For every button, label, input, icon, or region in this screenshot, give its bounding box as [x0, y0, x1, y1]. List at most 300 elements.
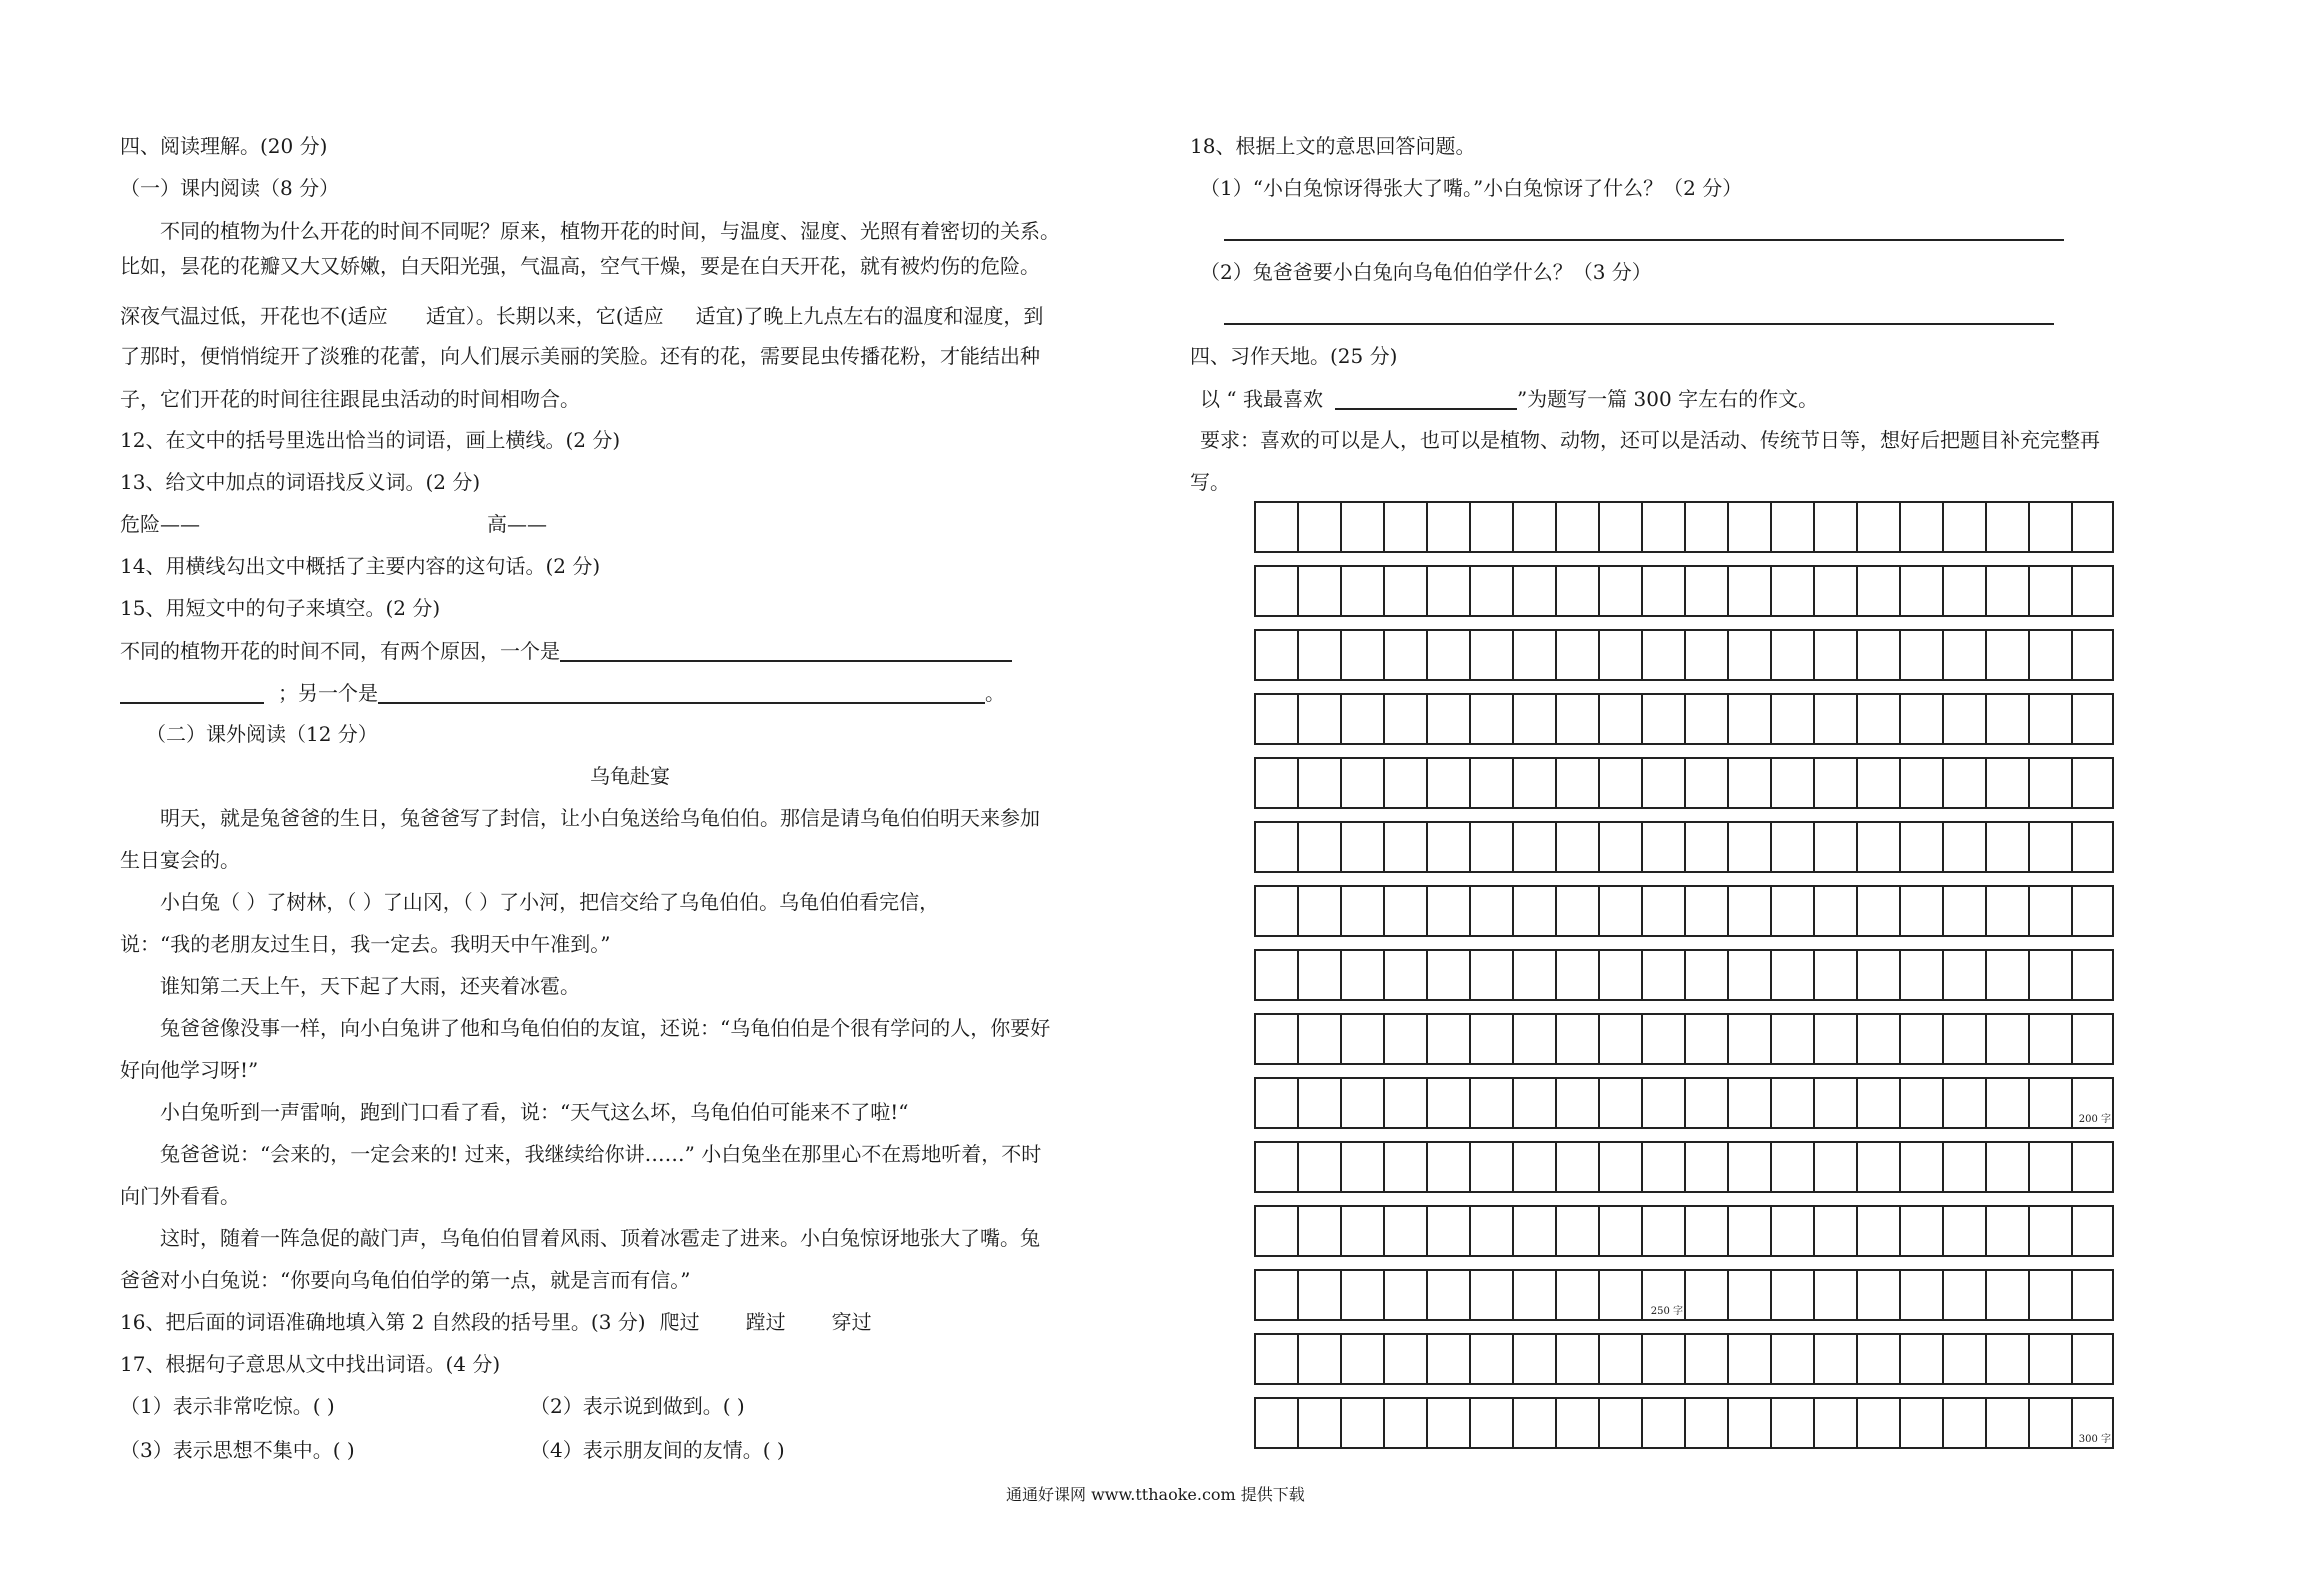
- grid-cell[interactable]: [1426, 1143, 1469, 1191]
- grid-cell[interactable]: [1813, 887, 1856, 935]
- answer-line[interactable]: [1224, 239, 2064, 241]
- grid-cell[interactable]: [1899, 1271, 1942, 1319]
- grid-cell[interactable]: [1426, 695, 1469, 743]
- grid-cell[interactable]: [1684, 695, 1727, 743]
- grid-cell[interactable]: [1899, 631, 1942, 679]
- grid-cell[interactable]: [1727, 567, 1770, 615]
- grid-cell[interactable]: [2028, 1335, 2071, 1383]
- grid-cell[interactable]: [1770, 951, 1813, 999]
- grid-cell[interactable]: [1297, 1271, 1340, 1319]
- grid-cell[interactable]: [1727, 503, 1770, 551]
- grid-cell[interactable]: [1469, 1143, 1512, 1191]
- grid-cell[interactable]: [1942, 1207, 1985, 1255]
- grid-cell[interactable]: [1340, 1143, 1383, 1191]
- grid-cell[interactable]: [1598, 695, 1641, 743]
- grid-cell[interactable]: [1340, 951, 1383, 999]
- grid-cell[interactable]: [1985, 567, 2028, 615]
- grid-cell[interactable]: [2028, 1399, 2071, 1447]
- grid-cell[interactable]: [2071, 1143, 2114, 1191]
- grid-cell[interactable]: [1340, 1015, 1383, 1063]
- answer-blank[interactable]: [378, 682, 985, 704]
- grid-cell[interactable]: [1684, 951, 1727, 999]
- grid-cell[interactable]: [1254, 631, 1297, 679]
- grid-cell[interactable]: [2028, 631, 2071, 679]
- grid-cell[interactable]: [1383, 1207, 1426, 1255]
- grid-cell[interactable]: [1426, 951, 1469, 999]
- grid-cell[interactable]: [1727, 1079, 1770, 1127]
- grid-cell[interactable]: [1383, 759, 1426, 807]
- grid-cell[interactable]: [1942, 695, 1985, 743]
- grid-cell[interactable]: [1684, 1335, 1727, 1383]
- grid-cell[interactable]: [1813, 1079, 1856, 1127]
- grid-cell[interactable]: [1641, 1079, 1684, 1127]
- grid-cell[interactable]: [1297, 759, 1340, 807]
- grid-cell[interactable]: [1555, 759, 1598, 807]
- grid-cell[interactable]: [1684, 1015, 1727, 1063]
- grid-cell[interactable]: [1254, 503, 1297, 551]
- grid-cell[interactable]: [1727, 759, 1770, 807]
- grid-cell[interactable]: [1813, 1335, 1856, 1383]
- grid-cell[interactable]: [1770, 823, 1813, 871]
- grid-cell[interactable]: [1727, 1207, 1770, 1255]
- grid-cell[interactable]: [1899, 695, 1942, 743]
- grid-cell[interactable]: [1899, 1207, 1942, 1255]
- grid-cell[interactable]: [1985, 695, 2028, 743]
- grid-cell[interactable]: [1383, 503, 1426, 551]
- grid-cell[interactable]: [1512, 951, 1555, 999]
- grid-cell[interactable]: [1942, 823, 1985, 871]
- grid-cell[interactable]: [1254, 951, 1297, 999]
- grid-cell[interactable]: [1942, 1143, 1985, 1191]
- grid-cell[interactable]: [1512, 503, 1555, 551]
- grid-cell[interactable]: [1684, 759, 1727, 807]
- grid-cell[interactable]: [1426, 1271, 1469, 1319]
- grid-cell[interactable]: [1684, 567, 1727, 615]
- grid-cell[interactable]: [1813, 951, 1856, 999]
- grid-cell[interactable]: [1985, 631, 2028, 679]
- grid-cell[interactable]: [1598, 1271, 1641, 1319]
- grid-cell[interactable]: [1985, 1015, 2028, 1063]
- grid-cell[interactable]: [1856, 631, 1899, 679]
- grid-cell[interactable]: [1598, 1399, 1641, 1447]
- grid-cell[interactable]: [1297, 567, 1340, 615]
- grid-cell[interactable]: [1856, 1399, 1899, 1447]
- grid-cell[interactable]: [1555, 887, 1598, 935]
- grid-cell[interactable]: [1555, 1079, 1598, 1127]
- grid-cell[interactable]: [1641, 631, 1684, 679]
- grid-cell[interactable]: [1856, 759, 1899, 807]
- grid-cell[interactable]: [1555, 1015, 1598, 1063]
- grid-cell[interactable]: [1641, 1399, 1684, 1447]
- grid-cell[interactable]: [1856, 823, 1899, 871]
- grid-cell[interactable]: [1555, 567, 1598, 615]
- grid-cell[interactable]: [1469, 1015, 1512, 1063]
- grid-cell[interactable]: [1555, 631, 1598, 679]
- grid-cell[interactable]: [1598, 1335, 1641, 1383]
- grid-cell[interactable]: [1469, 1079, 1512, 1127]
- grid-cell[interactable]: [1770, 1079, 1813, 1127]
- grid-cell[interactable]: [1254, 567, 1297, 615]
- grid-cell[interactable]: [1340, 823, 1383, 871]
- grid-cell[interactable]: [1727, 631, 1770, 679]
- grid-cell[interactable]: [1985, 1143, 2028, 1191]
- grid-cell[interactable]: [2071, 887, 2114, 935]
- grid-cell[interactable]: [1254, 759, 1297, 807]
- grid-cell[interactable]: [1985, 1399, 2028, 1447]
- grid-cell[interactable]: [1856, 1271, 1899, 1319]
- grid-cell[interactable]: [1297, 503, 1340, 551]
- grid-cell[interactable]: [2028, 1143, 2071, 1191]
- grid-cell[interactable]: [1813, 1015, 1856, 1063]
- grid-cell[interactable]: [1426, 567, 1469, 615]
- grid-cell[interactable]: [1426, 1015, 1469, 1063]
- grid-cell[interactable]: [1512, 695, 1555, 743]
- grid-cell[interactable]: [1254, 823, 1297, 871]
- grid-cell[interactable]: [1770, 1207, 1813, 1255]
- grid-cell[interactable]: [1297, 1207, 1340, 1255]
- grid-cell[interactable]: [1813, 567, 1856, 615]
- grid-cell[interactable]: [1254, 887, 1297, 935]
- grid-cell[interactable]: [1254, 1271, 1297, 1319]
- grid-cell[interactable]: [1598, 503, 1641, 551]
- grid-cell[interactable]: [1942, 887, 1985, 935]
- grid-cell[interactable]: [1383, 1271, 1426, 1319]
- grid-cell[interactable]: [2071, 823, 2114, 871]
- grid-cell[interactable]: [1770, 1015, 1813, 1063]
- grid-cell[interactable]: [1985, 503, 2028, 551]
- grid-cell[interactable]: [2028, 1271, 2071, 1319]
- grid-cell[interactable]: [1641, 887, 1684, 935]
- answer-blank[interactable]: [120, 682, 264, 704]
- grid-cell[interactable]: [2071, 695, 2114, 743]
- grid-cell[interactable]: [1942, 1015, 1985, 1063]
- grid-cell[interactable]: [1770, 1271, 1813, 1319]
- grid-cell[interactable]: [1297, 1143, 1340, 1191]
- grid-cell[interactable]: [1512, 887, 1555, 935]
- grid-cell[interactable]: [1254, 695, 1297, 743]
- grid-cell[interactable]: [1254, 1335, 1297, 1383]
- grid-cell[interactable]: [1555, 1143, 1598, 1191]
- grid-cell[interactable]: [1297, 1335, 1340, 1383]
- grid-cell[interactable]: [1641, 567, 1684, 615]
- grid-cell[interactable]: [1942, 951, 1985, 999]
- grid-cell[interactable]: [1598, 631, 1641, 679]
- grid-cell[interactable]: [1297, 823, 1340, 871]
- grid-cell[interactable]: [1598, 1143, 1641, 1191]
- grid-cell[interactable]: [1297, 1079, 1340, 1127]
- grid-cell[interactable]: [1942, 631, 1985, 679]
- grid-cell[interactable]: [1340, 631, 1383, 679]
- grid-cell[interactable]: [1426, 1335, 1469, 1383]
- grid-cell[interactable]: [1813, 695, 1856, 743]
- grid-cell[interactable]: [1899, 1079, 1942, 1127]
- grid-cell[interactable]: [2028, 1079, 2071, 1127]
- grid-cell[interactable]: [1727, 695, 1770, 743]
- grid-cell[interactable]: [1598, 1207, 1641, 1255]
- grid-cell[interactable]: [1770, 1143, 1813, 1191]
- grid-cell[interactable]: [1555, 823, 1598, 871]
- grid-cell[interactable]: [2071, 1207, 2114, 1255]
- grid-cell[interactable]: [1469, 951, 1512, 999]
- grid-cell[interactable]: [1383, 823, 1426, 871]
- grid-cell[interactable]: [1469, 567, 1512, 615]
- grid-cell[interactable]: [1942, 759, 1985, 807]
- grid-cell[interactable]: [1813, 631, 1856, 679]
- grid-cell[interactable]: [1684, 1143, 1727, 1191]
- grid-cell[interactable]: [1297, 951, 1340, 999]
- grid-cell[interactable]: [1985, 887, 2028, 935]
- grid-cell[interactable]: [1512, 567, 1555, 615]
- grid-cell[interactable]: [2028, 823, 2071, 871]
- grid-cell[interactable]: [1512, 1335, 1555, 1383]
- grid-cell[interactable]: [1684, 631, 1727, 679]
- grid-cell[interactable]: [1856, 1207, 1899, 1255]
- grid-cell[interactable]: [1383, 1399, 1426, 1447]
- grid-cell[interactable]: [1383, 1335, 1426, 1383]
- composition-grid[interactable]: [1254, 501, 2114, 1461]
- grid-cell[interactable]: [1641, 823, 1684, 871]
- grid-cell[interactable]: [1985, 1335, 2028, 1383]
- grid-cell[interactable]: [1469, 887, 1512, 935]
- grid-cell[interactable]: [2071, 567, 2114, 615]
- grid-cell[interactable]: [1684, 823, 1727, 871]
- grid-cell[interactable]: [1770, 1399, 1813, 1447]
- grid-cell[interactable]: [1727, 951, 1770, 999]
- grid-cell[interactable]: [1985, 1271, 2028, 1319]
- grid-cell[interactable]: [2071, 1079, 2114, 1127]
- grid-cell[interactable]: [2071, 631, 2114, 679]
- grid-cell[interactable]: [1727, 1143, 1770, 1191]
- grid-cell[interactable]: [1641, 1015, 1684, 1063]
- grid-cell[interactable]: [1469, 759, 1512, 807]
- grid-cell[interactable]: [1899, 759, 1942, 807]
- grid-cell[interactable]: [1383, 1079, 1426, 1127]
- grid-cell[interactable]: [1254, 1399, 1297, 1447]
- grid-cell[interactable]: [1641, 695, 1684, 743]
- grid-cell[interactable]: [1340, 1271, 1383, 1319]
- grid-cell[interactable]: [1770, 695, 1813, 743]
- grid-cell[interactable]: [1899, 503, 1942, 551]
- grid-cell[interactable]: [1727, 1271, 1770, 1319]
- grid-cell[interactable]: [1942, 1079, 1985, 1127]
- grid-cell[interactable]: [1512, 1271, 1555, 1319]
- grid-cell[interactable]: [2028, 951, 2071, 999]
- grid-cell[interactable]: [1598, 951, 1641, 999]
- grid-cell[interactable]: [1254, 1015, 1297, 1063]
- grid-cell[interactable]: [1297, 631, 1340, 679]
- grid-cell[interactable]: [1727, 887, 1770, 935]
- grid-cell[interactable]: [2071, 759, 2114, 807]
- grid-cell[interactable]: [1641, 1143, 1684, 1191]
- title-blank[interactable]: [1335, 388, 1517, 410]
- grid-cell[interactable]: [1297, 1015, 1340, 1063]
- grid-cell[interactable]: [1340, 1335, 1383, 1383]
- grid-cell[interactable]: [2028, 695, 2071, 743]
- grid-cell[interactable]: [1469, 823, 1512, 871]
- grid-cell[interactable]: [1856, 567, 1899, 615]
- grid-cell[interactable]: [2028, 1207, 2071, 1255]
- grid-cell[interactable]: [1641, 1207, 1684, 1255]
- grid-cell[interactable]: [1727, 1335, 1770, 1383]
- grid-cell[interactable]: [1297, 695, 1340, 743]
- grid-cell[interactable]: [1684, 887, 1727, 935]
- grid-cell[interactable]: [1942, 1399, 1985, 1447]
- grid-cell[interactable]: [1254, 1207, 1297, 1255]
- grid-cell[interactable]: [1512, 1207, 1555, 1255]
- grid-cell[interactable]: [1340, 887, 1383, 935]
- grid-cell[interactable]: [1641, 1271, 1684, 1319]
- grid-cell[interactable]: [1555, 1207, 1598, 1255]
- grid-cell[interactable]: [2028, 503, 2071, 551]
- grid-cell[interactable]: [1899, 567, 1942, 615]
- grid-cell[interactable]: [1770, 1335, 1813, 1383]
- grid-cell[interactable]: [1856, 503, 1899, 551]
- grid-cell[interactable]: [1340, 1079, 1383, 1127]
- grid-cell[interactable]: [1899, 823, 1942, 871]
- grid-cell[interactable]: [1555, 695, 1598, 743]
- grid-cell[interactable]: [1254, 1143, 1297, 1191]
- grid-cell[interactable]: [1555, 951, 1598, 999]
- grid-cell[interactable]: [1813, 1207, 1856, 1255]
- answer-blank[interactable]: [560, 640, 1012, 662]
- grid-cell[interactable]: [1899, 1399, 1942, 1447]
- grid-cell[interactable]: [1985, 951, 2028, 999]
- grid-cell[interactable]: [2028, 759, 2071, 807]
- grid-cell[interactable]: [1856, 1335, 1899, 1383]
- grid-cell[interactable]: [1856, 951, 1899, 999]
- grid-cell[interactable]: [1383, 1015, 1426, 1063]
- grid-cell[interactable]: [1512, 823, 1555, 871]
- grid-cell[interactable]: [2071, 1335, 2114, 1383]
- grid-cell[interactable]: [1469, 1207, 1512, 1255]
- grid-cell[interactable]: [1770, 631, 1813, 679]
- grid-cell[interactable]: [2071, 1271, 2114, 1319]
- grid-cell[interactable]: [1469, 503, 1512, 551]
- grid-cell[interactable]: [1813, 823, 1856, 871]
- grid-cell[interactable]: [1426, 823, 1469, 871]
- grid-cell[interactable]: [1770, 759, 1813, 807]
- grid-cell[interactable]: [1340, 503, 1383, 551]
- grid-cell[interactable]: [1512, 759, 1555, 807]
- grid-cell[interactable]: [1426, 887, 1469, 935]
- grid-cell[interactable]: [1856, 1015, 1899, 1063]
- grid-cell[interactable]: [1598, 1015, 1641, 1063]
- grid-cell[interactable]: [1598, 1079, 1641, 1127]
- grid-cell[interactable]: [1426, 1207, 1469, 1255]
- grid-cell[interactable]: [2028, 567, 2071, 615]
- grid-cell[interactable]: [1985, 759, 2028, 807]
- grid-cell[interactable]: [1684, 1079, 1727, 1127]
- grid-cell[interactable]: [1899, 887, 1942, 935]
- grid-cell[interactable]: [1856, 1143, 1899, 1191]
- grid-cell[interactable]: [1770, 887, 1813, 935]
- grid-cell[interactable]: [1426, 631, 1469, 679]
- grid-cell[interactable]: [1297, 887, 1340, 935]
- grid-cell[interactable]: [1340, 695, 1383, 743]
- grid-cell[interactable]: [1942, 567, 1985, 615]
- grid-cell[interactable]: [1598, 759, 1641, 807]
- grid-cell[interactable]: [1813, 759, 1856, 807]
- grid-cell[interactable]: [1512, 631, 1555, 679]
- grid-cell[interactable]: [1383, 695, 1426, 743]
- grid-cell[interactable]: [1340, 567, 1383, 615]
- grid-cell[interactable]: [1469, 631, 1512, 679]
- grid-cell[interactable]: [1813, 1143, 1856, 1191]
- grid-cell[interactable]: [1641, 759, 1684, 807]
- grid-cell[interactable]: [1856, 695, 1899, 743]
- grid-cell[interactable]: [1899, 1335, 1942, 1383]
- grid-cell[interactable]: [1383, 567, 1426, 615]
- grid-cell[interactable]: [1641, 503, 1684, 551]
- grid-cell[interactable]: [1770, 567, 1813, 615]
- grid-cell[interactable]: [1426, 503, 1469, 551]
- grid-cell[interactable]: [1942, 503, 1985, 551]
- grid-cell[interactable]: [1555, 1271, 1598, 1319]
- grid-cell[interactable]: [1684, 1399, 1727, 1447]
- grid-cell[interactable]: [1641, 951, 1684, 999]
- grid-cell[interactable]: [1469, 1399, 1512, 1447]
- grid-cell[interactable]: [1512, 1079, 1555, 1127]
- grid-cell[interactable]: [1727, 1015, 1770, 1063]
- grid-cell[interactable]: [1985, 1207, 2028, 1255]
- grid-cell[interactable]: [2071, 1015, 2114, 1063]
- grid-cell[interactable]: [2071, 1399, 2114, 1447]
- grid-cell[interactable]: [1555, 1335, 1598, 1383]
- grid-cell[interactable]: [1469, 1271, 1512, 1319]
- answer-line[interactable]: [1224, 323, 2054, 325]
- grid-cell[interactable]: [2071, 951, 2114, 999]
- grid-cell[interactable]: [1512, 1399, 1555, 1447]
- grid-cell[interactable]: [2028, 1015, 2071, 1063]
- grid-cell[interactable]: [1426, 1399, 1469, 1447]
- grid-cell[interactable]: [1598, 887, 1641, 935]
- grid-cell[interactable]: [1985, 823, 2028, 871]
- grid-cell[interactable]: [1727, 823, 1770, 871]
- grid-cell[interactable]: [1899, 951, 1942, 999]
- grid-cell[interactable]: [1856, 1079, 1899, 1127]
- grid-cell[interactable]: [1727, 1399, 1770, 1447]
- grid-cell[interactable]: [1340, 759, 1383, 807]
- grid-cell[interactable]: [1297, 1399, 1340, 1447]
- grid-cell[interactable]: [1942, 1271, 1985, 1319]
- grid-cell[interactable]: [1813, 503, 1856, 551]
- grid-cell[interactable]: [1856, 887, 1899, 935]
- grid-cell[interactable]: [1899, 1143, 1942, 1191]
- grid-cell[interactable]: [1383, 951, 1426, 999]
- grid-cell[interactable]: [1684, 503, 1727, 551]
- grid-cell[interactable]: [1469, 695, 1512, 743]
- grid-cell[interactable]: [1512, 1143, 1555, 1191]
- grid-cell[interactable]: [1426, 759, 1469, 807]
- grid-cell[interactable]: [1340, 1399, 1383, 1447]
- grid-cell[interactable]: [1684, 1271, 1727, 1319]
- grid-cell[interactable]: [2028, 887, 2071, 935]
- grid-cell[interactable]: [1684, 1207, 1727, 1255]
- grid-cell[interactable]: [1383, 631, 1426, 679]
- grid-cell[interactable]: [1512, 1015, 1555, 1063]
- grid-cell[interactable]: [1813, 1271, 1856, 1319]
- grid-cell[interactable]: [1426, 1079, 1469, 1127]
- grid-cell[interactable]: [1254, 1079, 1297, 1127]
- grid-cell[interactable]: [1899, 1015, 1942, 1063]
- grid-cell[interactable]: [1770, 503, 1813, 551]
- grid-cell[interactable]: [1555, 1399, 1598, 1447]
- grid-cell[interactable]: [2071, 503, 2114, 551]
- grid-cell[interactable]: [1641, 1335, 1684, 1383]
- grid-cell[interactable]: [1469, 1335, 1512, 1383]
- grid-cell[interactable]: [1383, 887, 1426, 935]
- grid-cell[interactable]: [1942, 1335, 1985, 1383]
